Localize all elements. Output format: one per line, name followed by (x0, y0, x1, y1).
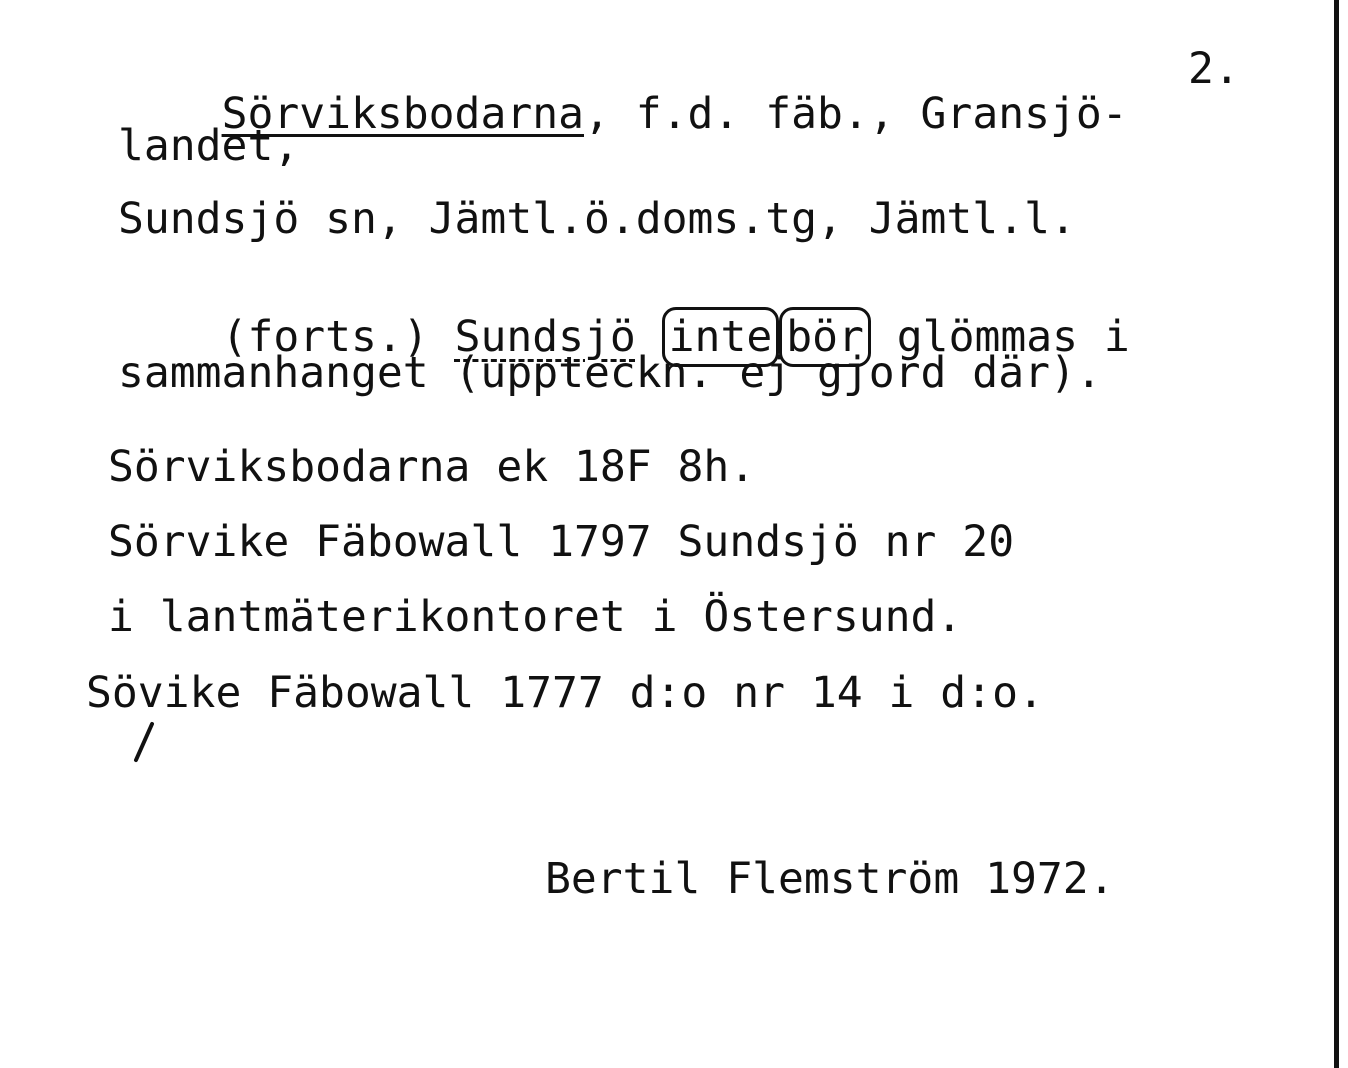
page-number: 2. (1188, 44, 1240, 94)
boxed-word-inte: inte (662, 307, 780, 367)
note-suffix: glömmas i (896, 312, 1130, 362)
place-name: Sörviksbodarna (221, 89, 584, 139)
text-line-5: sammanhanget (uppteckn. ej gjord där). (118, 348, 1102, 398)
record-line-4: Sövike Fäbowall 1777 d:o nr 14 i d:o. (86, 668, 1044, 718)
boxed-word-bor: bör (779, 307, 871, 367)
note-prefix: (forts.) (221, 312, 455, 362)
text-line-3: Sundsjö sn, Jämtl.ö.doms.tg, Jämtl.l. (118, 194, 1076, 244)
text-line-2: landet, (118, 121, 300, 171)
signature: Bertil Flemström 1972. (545, 854, 1115, 904)
card-edge-line (1334, 0, 1339, 1068)
handwritten-tick-mark (124, 718, 164, 766)
place-description: , f.d. fäb., Gransjö- (584, 89, 1128, 139)
record-line-1: Sörviksbodarna ek 18F 8h. (108, 442, 756, 492)
record-line-3: i lantmäterikontoret i Östersund. (108, 592, 963, 642)
record-line-2: Sörvike Fäbowall 1797 Sundsjö nr 20 (108, 517, 1015, 567)
note-underlined-word: Sundsjö (454, 312, 636, 362)
